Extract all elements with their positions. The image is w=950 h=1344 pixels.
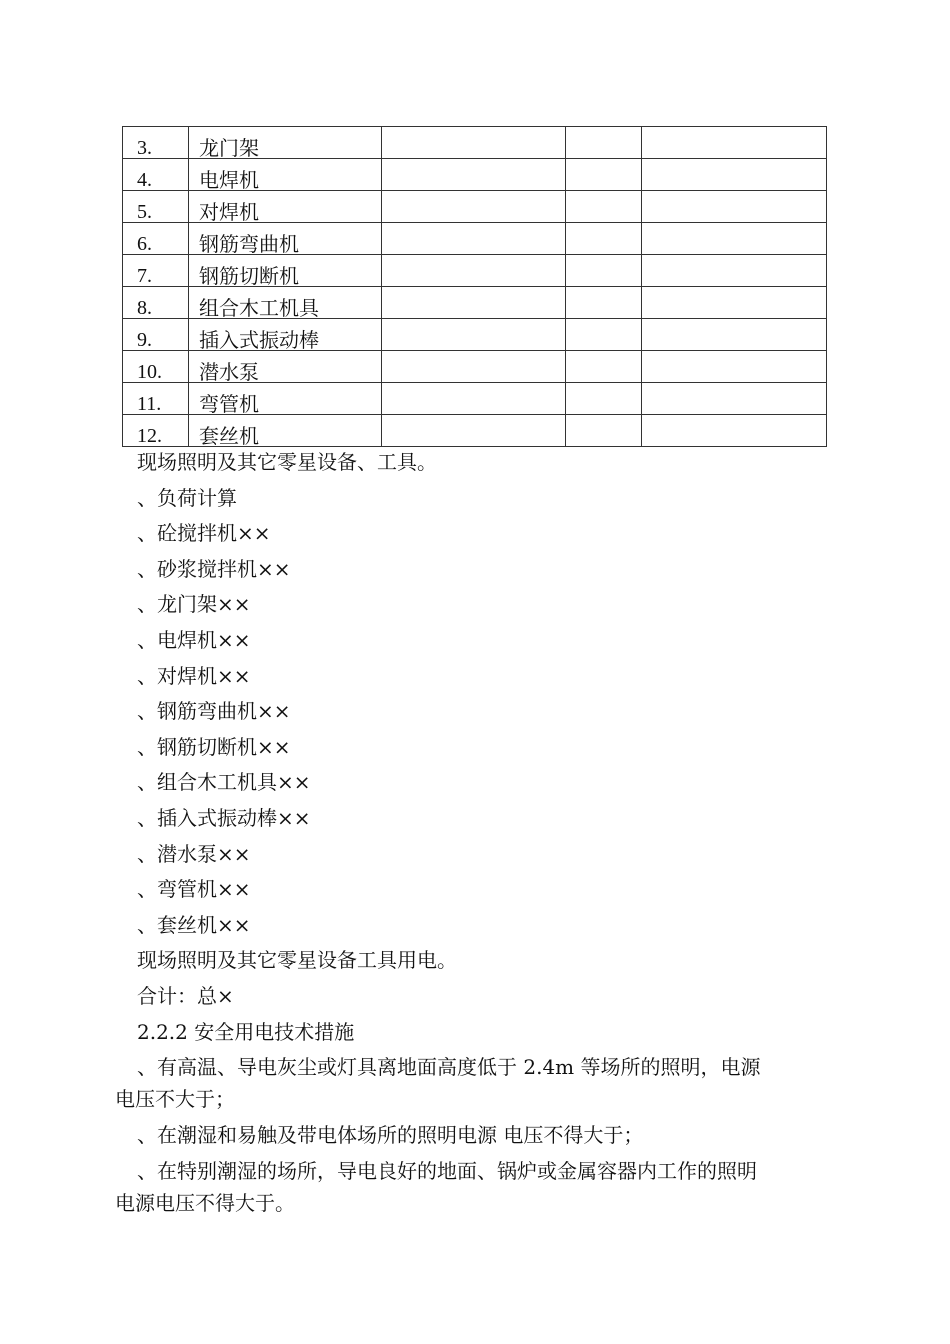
row-number: 7. [123,255,189,287]
total-line: 合计：总× [137,983,234,1008]
empty-cell [642,255,827,287]
empty-cell [566,287,642,319]
empty-cell [382,319,566,351]
empty-cell [566,319,642,351]
list-item: 、潜水泵×× [137,841,251,866]
row-number: 10. [123,351,189,383]
empty-cell [566,191,642,223]
section-heading: 2.2.2 安全用电技术措施 [137,1019,355,1044]
empty-cell [642,127,827,159]
empty-cell [566,223,642,255]
equipment-name: 龙门架 [189,127,382,159]
empty-cell [642,383,827,415]
empty-cell [382,159,566,191]
equipment-name: 钢筋弯曲机 [189,223,382,255]
row-number: 5. [123,191,189,223]
table-row [123,415,827,447]
table-row [123,383,827,415]
measure-2: 、在潮湿和易触及带电体场所的照明电源 电压不得大于； [137,1123,644,1148]
empty-cell [642,351,827,383]
measure-1-line-2: 电压不大于； [115,1087,235,1112]
empty-cell [642,415,827,447]
empty-cell [642,223,827,255]
row-number: 11. [123,383,189,415]
empty-cell [642,287,827,319]
table-row [123,319,827,351]
table-row [123,255,827,287]
row-number: 8. [123,287,189,319]
list-item: 、龙门架×× [137,592,251,617]
empty-cell [566,415,642,447]
lighting-power-line: 现场照明及其它零星设备工具用电。 [137,948,457,973]
empty-cell [382,287,566,319]
equipment-name: 组合木工机具 [189,287,382,319]
empty-cell [382,351,566,383]
empty-cell [566,255,642,287]
equipment-name: 对焊机 [189,191,382,223]
empty-cell [382,191,566,223]
equipment-name: 潜水泵 [189,351,382,383]
row-number: 4. [123,159,189,191]
empty-cell [642,191,827,223]
lighting-line: 现场照明及其它零星设备、工具。 [137,450,437,474]
table-row [123,159,827,191]
list-item: 、组合木工机具×× [137,770,311,795]
empty-cell [642,319,827,351]
equipment-table [122,126,827,447]
table-row [123,351,827,383]
empty-cell [566,127,642,159]
measure-1-line-1: 、有高温、导电灰尘或灯具离地面高度低于 2.4m 等场所的照明，电源 [137,1055,761,1080]
list-item: 、钢筋弯曲机×× [137,699,291,724]
row-number: 6. [123,223,189,255]
table-row [123,223,827,255]
empty-cell [566,159,642,191]
list-item: 、对焊机×× [137,663,251,688]
measure-3-line-2: 电源电压不得大于。 [115,1190,295,1215]
equipment-name: 电焊机 [189,159,382,191]
table-row [123,191,827,223]
equipment-name: 弯管机 [189,383,382,415]
empty-cell [382,127,566,159]
empty-cell [642,159,827,191]
equipment-name: 套丝机 [189,415,382,447]
row-number: 12. [123,415,189,447]
list-item: 、套丝机×× [137,912,251,937]
document-body [115,446,845,1222]
load-calc-heading: 、负荷计算 [137,485,237,510]
equipment-name: 钢筋切断机 [189,255,382,287]
table-row [123,287,827,319]
empty-cell [382,415,566,447]
empty-cell [382,383,566,415]
equipment-name: 插入式振动棒 [189,319,382,351]
empty-cell [382,223,566,255]
table-row [123,127,827,159]
list-item: 、插入式振动棒×× [137,805,311,830]
list-item: 、砼搅拌机×× [137,521,271,546]
list-item: 、电焊机×× [137,627,251,652]
empty-cell [566,351,642,383]
empty-cell [382,255,566,287]
empty-cell [566,383,642,415]
list-item: 、钢筋切断机×× [137,734,291,759]
measure-3-line-1: 、在特别潮湿的场所，导电良好的地面、锅炉或金属容器内工作的照明 [137,1158,757,1183]
row-number: 3. [123,127,189,159]
row-number: 9. [123,319,189,351]
list-item: 、弯管机×× [137,877,251,902]
list-item: 、砂浆搅拌机×× [137,556,291,581]
